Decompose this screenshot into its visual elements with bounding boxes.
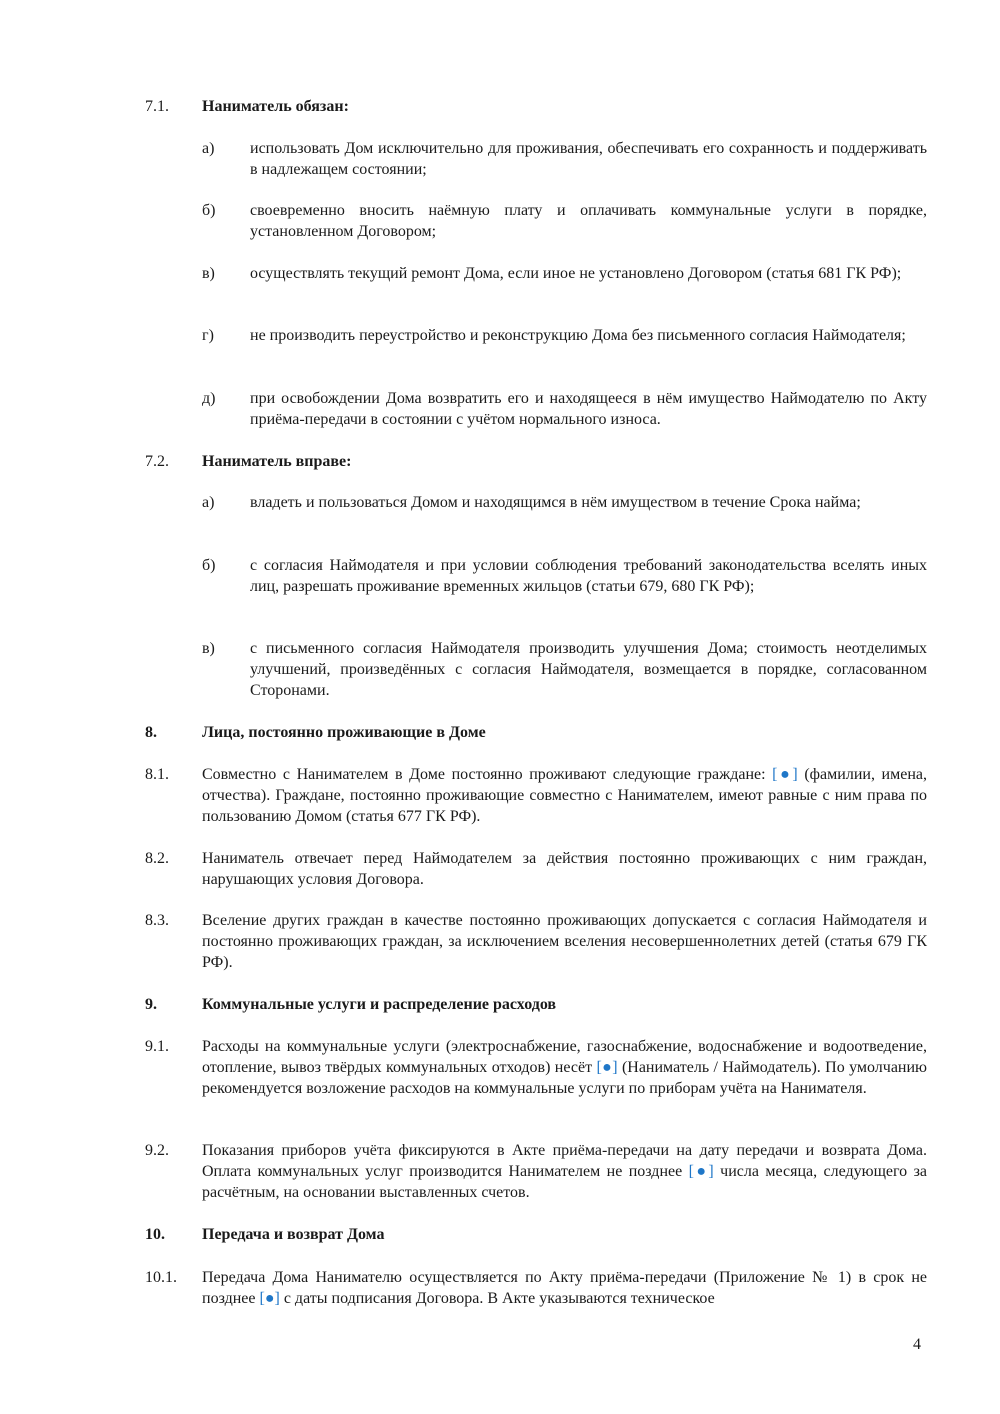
clause-text-part: (фамилии, имена, отчества). Граждане, постоянно проживающие совместно с Нанимателем, имеют равные с ним права по пользованию Домом (статья 677 ГК РФ).	[202, 766, 928, 825]
clause-number: 9.1.	[145, 1038, 169, 1055]
placeholder: [●]	[772, 766, 798, 783]
clause-title: Наниматель вправе:	[202, 453, 352, 470]
section-title: Передача и возврат Дома	[202, 1226, 385, 1243]
clause-text	[202, 1267, 927, 1309]
clause-text-part: Передача Дома Нанимателю осуществляется по Акту приёма-передачи (Приложение № 1) в срок не позднее	[202, 1269, 927, 1307]
section-number: 10.	[145, 1226, 165, 1243]
list-item-text: владеть и пользоваться Домом и находящимся в нём имуществом в течение Срока найма;	[250, 494, 861, 511]
list-item-letter: а)	[202, 140, 215, 157]
section-number: 8.	[145, 724, 157, 741]
clause-number: 8.1.	[145, 766, 169, 783]
clause-text-part: Совместно с Нанимателем в Доме постоянно проживают следующие граждане:	[202, 766, 773, 783]
list-item-letter: б)	[202, 202, 216, 219]
clause-number: 10.1.	[145, 1269, 177, 1286]
clause-number: 9.2.	[145, 1142, 169, 1159]
list-item-text: осуществлять текущий ремонт Дома, если иное не установлено Договором (статья 681 ГК РФ);	[250, 265, 902, 282]
clause-text-part: Показания приборов учёта фиксируются в Акте приёма-передачи на дату передачи и возврата Дома. Оплата коммунальных услуг производится Нанимателем не позднее	[202, 1142, 927, 1180]
list-item-text: использовать Дом исключительно для проживания, обеспечивать его сохранность и поддерживать в надлежащем состоянии;	[250, 140, 927, 178]
page-number: 4	[913, 1336, 921, 1353]
clause-text-part: с даты подписания Договора. В Акте указываются техническое	[279, 1290, 715, 1307]
clause-title: Наниматель обязан:	[202, 98, 349, 115]
clause-text-part: числа месяца, следующего за расчётным, на основании выставленных счетов.	[202, 1163, 927, 1201]
list-item-text: своевременно вносить наёмную плату и оплачивать коммунальные услуги в порядке, установленном Договором;	[250, 202, 927, 240]
list-item-letter: а)	[202, 494, 215, 511]
clause-text-part: Расходы на коммунальные услуги (электроснабжение, газоснабжение, водоснабжение и водоотведение, отопление, вывоз твёрдых коммунальных отходов) несёт	[202, 1038, 927, 1076]
section-number: 9.	[145, 996, 157, 1013]
list-item-letter: д)	[202, 390, 216, 407]
list-item-letter: в)	[202, 265, 215, 282]
clause-number: 7.1.	[145, 98, 169, 115]
section-title: Коммунальные услуги и распределение расходов	[202, 996, 557, 1013]
placeholder: [●]	[596, 1059, 618, 1076]
list-item-letter: в)	[202, 640, 215, 657]
placeholder: [●]	[688, 1163, 714, 1180]
clause-number: 7.2.	[145, 453, 169, 470]
placeholder: [●]	[259, 1290, 280, 1307]
list-item-text: с письменного согласия Наймодателя производить улучшения Дома; стоимость неотделимых улучшений, произведённых с согласия Наймодателя, возмещается в порядке, согласованном Сторонами.	[250, 640, 927, 699]
clause-number: 8.3.	[145, 912, 169, 929]
section-title: Лица, постоянно проживающие в Доме	[202, 724, 486, 741]
clause-text-part: (Наниматель / Наймодатель). По умолчанию рекомендуется возложение расходов на коммунальные услуги по приборам учёта на Нанимателя.	[202, 1059, 928, 1097]
clause-text: Вселение других граждан в качестве постоянно проживающих допускается с согласия Наймодателя и постоянно проживающих граждан, за исключением вселения несовершеннолетних детей (статья 679 ГК РФ).	[202, 912, 927, 971]
clause-number: 8.2.	[145, 850, 169, 867]
list-item-text: не производить переустройство и реконструкцию Дома без письменного согласия Наймодателя;	[250, 327, 906, 344]
list-item-letter: б)	[202, 557, 216, 574]
list-item-letter: г)	[202, 327, 214, 344]
clause-text	[202, 1036, 927, 1099]
clause-text: Наниматель отвечает перед Наймодателем за действия постоянно проживающих с ним граждан, нарушающих условия Договора.	[202, 850, 927, 888]
clause-text	[202, 1140, 927, 1203]
list-item-text: с согласия Наймодателя и при условии соблюдения требований законодательства вселять иных лиц, разрешать проживание временных жильцов (статьи 679, 680 ГК РФ);	[250, 557, 927, 595]
clause-text	[202, 764, 927, 827]
list-item-text: при освобождении Дома возвратить его и находящееся в нём имущество Наймодателю по Акту приёма-передачи в состоянии с учётом нормального износа.	[250, 390, 927, 428]
